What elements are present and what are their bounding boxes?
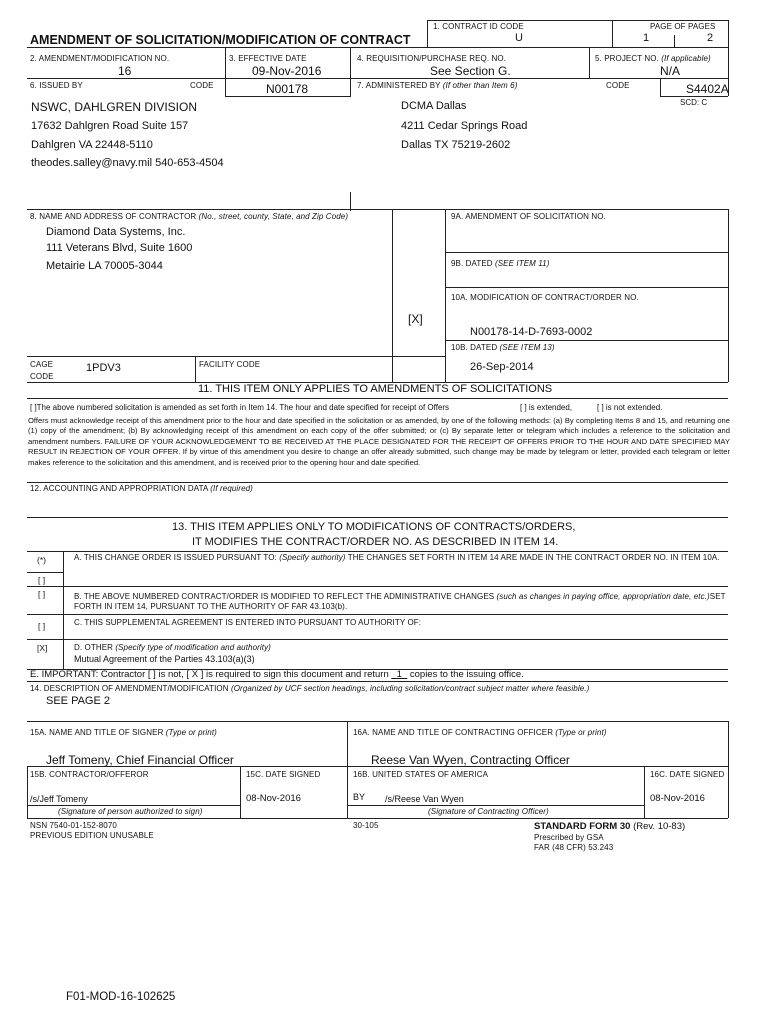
accounting-label: 12. ACCOUNTING AND APPROPRIATION DATA (If required): [30, 484, 253, 493]
item11-paragraph: Offers must acknowledge receipt of this amendment prior to the hour and date specified in the solicitation or as amended, by one of the following methods: (a) By completing Items 8 and 15, and returning one (1) copy of the amendment; (b) By acknowledging receipt of this amendment on each copy of the offer submitted; or (c) By separate letter or telegram which includes a reference to the solicitation and amendment numbers. FAILURE OF YOUR ACKNOWLEDGEMENT TO BE RECEIVED AT THE PLACE DESIGNATED FOR THE RECEIPT OF OFFERS PRIOR TO THE HOUR AND DATE SPECIFIED MAY RESULT IN REJECTION OF YOUR OFFER. If by virtue of this amendment you desire to change an offer already submitted, such change may be made by telegram or letter, provided each telegram or letter makes reference to the solicitation and this amendment, and is received prior to the opening hour and date specified.: [28, 416, 730, 467]
form-title: AMENDMENT OF SOLICITATION/MODIFICATION OF CONTRACT: [30, 33, 411, 47]
issuer-line-4: theodes.salley@navy.mil 540-653-4504: [31, 157, 224, 169]
contractor-label: 8. NAME AND ADDRESS OF CONTRACTOR (No., street, county, State, and Zip Code): [30, 212, 349, 221]
document-id: F01-MOD-16-102625: [66, 991, 176, 1003]
item11-title: 11. THIS ITEM ONLY APPLIES TO AMENDMENTS OF SOLICITATIONS: [198, 383, 553, 395]
issuer-line-3: Dahlgren VA 22448-5110: [31, 139, 153, 151]
page-number: 1: [643, 32, 650, 44]
united-states-label: 16B. UNITED STATES OF AMERICA: [353, 770, 489, 779]
nsn-number: NSN 7540-01-152-8070: [30, 821, 117, 830]
item13-title-2: IT MODIFIES THE CONTRACT/ORDER NO. AS DESCRIBED IN ITEM 14.: [192, 536, 559, 548]
item13-text-d2: Mutual Agreement of the Parties 43.103(a)(3): [74, 654, 255, 664]
standard-form-number: STANDARD FORM 30 (Rev. 10-83): [534, 821, 686, 832]
contractor-signature-caption: (Signature of person authorized to sign): [58, 807, 203, 816]
item13-title-1: 13. THIS ITEM APPLIES ONLY TO MODIFICATIONS OF CONTRACTS/ORDERS,: [172, 521, 576, 533]
previous-edition-note: PREVIOUS EDITION UNUSABLE: [30, 831, 154, 840]
scd-value: SCD: C: [680, 98, 708, 107]
admin-line-3: Dallas TX 75219-2602: [401, 139, 511, 151]
project-no-value: N/A: [660, 64, 681, 78]
contract-id-label: 1. CONTRACT ID CODE: [433, 22, 524, 31]
modification-order-label: 10A. MODIFICATION OF CONTRACT/ORDER NO.: [451, 293, 639, 302]
item13-text-d: D. OTHER (Specify type of modification and authority): [74, 643, 271, 652]
contract-id-value: U: [515, 32, 523, 44]
cage-value: 1PDV3: [86, 362, 121, 374]
admin-code-label: CODE: [606, 81, 630, 90]
item13-mark-c: [ ]: [38, 621, 46, 631]
contractor-line-2: 111 Veterans Blvd, Suite 1600: [46, 242, 193, 254]
cage-code-label: CODE: [30, 372, 54, 381]
amendment-no-label: 2. AMENDMENT/MODIFICATION NO.: [30, 54, 170, 63]
administered-by-label: 7. ADMINISTERED BY (If other than Item 6): [357, 81, 518, 90]
cage-label: CAGE: [30, 360, 54, 369]
issuer-line-1: NSWC, DAHLGREN DIVISION: [31, 100, 198, 114]
officer-name-value: Reese Van Wyen, Contracting Officer: [371, 753, 570, 767]
item13-mark-blank: [ ]: [38, 575, 46, 585]
officer-name-label: 16A. NAME AND TITLE OF CONTRACTING OFFICER (Type or print): [353, 728, 607, 737]
item11-not-extended: [ ] is not extended.: [597, 403, 663, 412]
date-signed-15c-value: 08-Nov-2016: [246, 793, 301, 804]
requisition-value: See Section G.: [430, 64, 511, 78]
issued-code-label: CODE: [190, 81, 214, 90]
amendment-solicitation-label: 9A. AMENDMENT OF SOLICITATION NO.: [451, 212, 606, 221]
item11-extended: [ ] is extended,: [520, 403, 573, 412]
item13-text-a: A. THIS CHANGE ORDER IS ISSUED PURSUANT TO: (Specify authority) THE CHANGES SET FORTH IN ITEM 14 ARE MADE IN THE CONTRACT ORDER NO. IN ITEM 10A.: [74, 553, 720, 562]
date-signed-16c-value: 08-Nov-2016: [650, 793, 705, 804]
admin-line-2: 4211 Cedar Springs Road: [401, 120, 528, 132]
amendment-no-value: 16: [118, 64, 132, 78]
dated-9b-label: 9B. DATED (SEE ITEM 11): [451, 259, 550, 268]
signer-name-label: 15A. NAME AND TITLE OF SIGNER (Type or print): [30, 728, 217, 737]
issuer-line-2: 17632 Dahlgren Road Suite 157: [31, 120, 189, 132]
officer-signature: /s/Reese Van Wyen: [385, 794, 464, 804]
signer-name-value: Jeff Tomeny, Chief Financial Officer: [46, 753, 234, 767]
prescribed-by: Prescribed by GSA: [534, 833, 604, 842]
contractor-signature: /s/Jeff Tomeny: [30, 794, 88, 804]
officer-signature-caption: (Signature of Contracting Officer): [428, 807, 549, 816]
form-code: 30-105: [353, 821, 379, 830]
dated-10b-value: 26-Sep-2014: [470, 361, 534, 373]
contractor-offeror-label: 15B. CONTRACTOR/OFFEROR: [30, 770, 149, 779]
project-no-label: 5. PROJECT NO. (If applicable): [595, 54, 711, 63]
important-line: E. IMPORTANT: Contractor [ ] is not, [ X ] is required to sign this document and return 1 copies to the issuing office.: [30, 669, 524, 680]
description-label: 14. DESCRIPTION OF AMENDMENT/MODIFICATION (Organized by UCF section headings, including solicitation/contract subject matter where feasible.): [30, 684, 590, 693]
date-signed-15c-label: 15C. DATE SIGNED: [246, 770, 321, 779]
admin-line-1: DCMA Dallas: [401, 100, 467, 112]
item13-text-c: C. THIS SUPPLEMENTAL AGREEMENT IS ENTERED INTO PURSUANT TO AUTHORITY OF:: [74, 618, 422, 627]
mod-checkbox-mark: [X]: [408, 312, 423, 326]
item13-mark-d: [X]: [37, 643, 48, 653]
requisition-label: 4. REQUISITION/PURCHASE REQ. NO.: [357, 54, 507, 63]
effective-date-value: 09-Nov-2016: [252, 64, 322, 78]
far-reference: FAR (48 CFR) 53.243: [534, 843, 614, 852]
contractor-line-1: Diamond Data Systems, Inc.: [46, 226, 186, 238]
issued-code-value: N00178: [266, 82, 309, 96]
item13-mark-a: (*): [37, 555, 46, 565]
item13-text-b: B. THE ABOVE NUMBERED CONTRACT/ORDER IS MODIFIED TO REFLECT THE ADMINISTRATIVE CHANGES (such as changes in paying office, appropriation date, etc.)SET FORTH IN ITEM 14, PURSUANT TO THE AUTHORITY OF FAR 43.103(b).: [74, 592, 726, 611]
admin-code-value: S4402A: [686, 82, 729, 96]
date-signed-16c-label: 16C. DATE SIGNED: [650, 770, 725, 779]
facility-code-label: FACILITY CODE: [199, 360, 261, 369]
by-label: BY: [353, 792, 366, 802]
description-value: SEE PAGE 2: [46, 695, 110, 707]
issued-by-label: 6. ISSUED BY: [30, 81, 83, 90]
page-total: 2: [707, 32, 714, 44]
item13-mark-b: [ ]: [38, 589, 46, 599]
modification-order-value: N00178-14-D-7693-0002: [470, 326, 593, 338]
item11-line-1: [ ]The above numbered solicitation is amended as set forth in Item 14. The hour and date specified for receipt of Offers: [30, 403, 450, 412]
effective-date-label: 3. EFFECTIVE DATE: [229, 54, 307, 63]
page-label: PAGE OF PAGES: [650, 22, 716, 31]
dated-10b-label: 10B. DATED (SEE ITEM 13): [451, 343, 555, 352]
contractor-line-3: Metairie LA 70005-3044: [46, 260, 163, 272]
